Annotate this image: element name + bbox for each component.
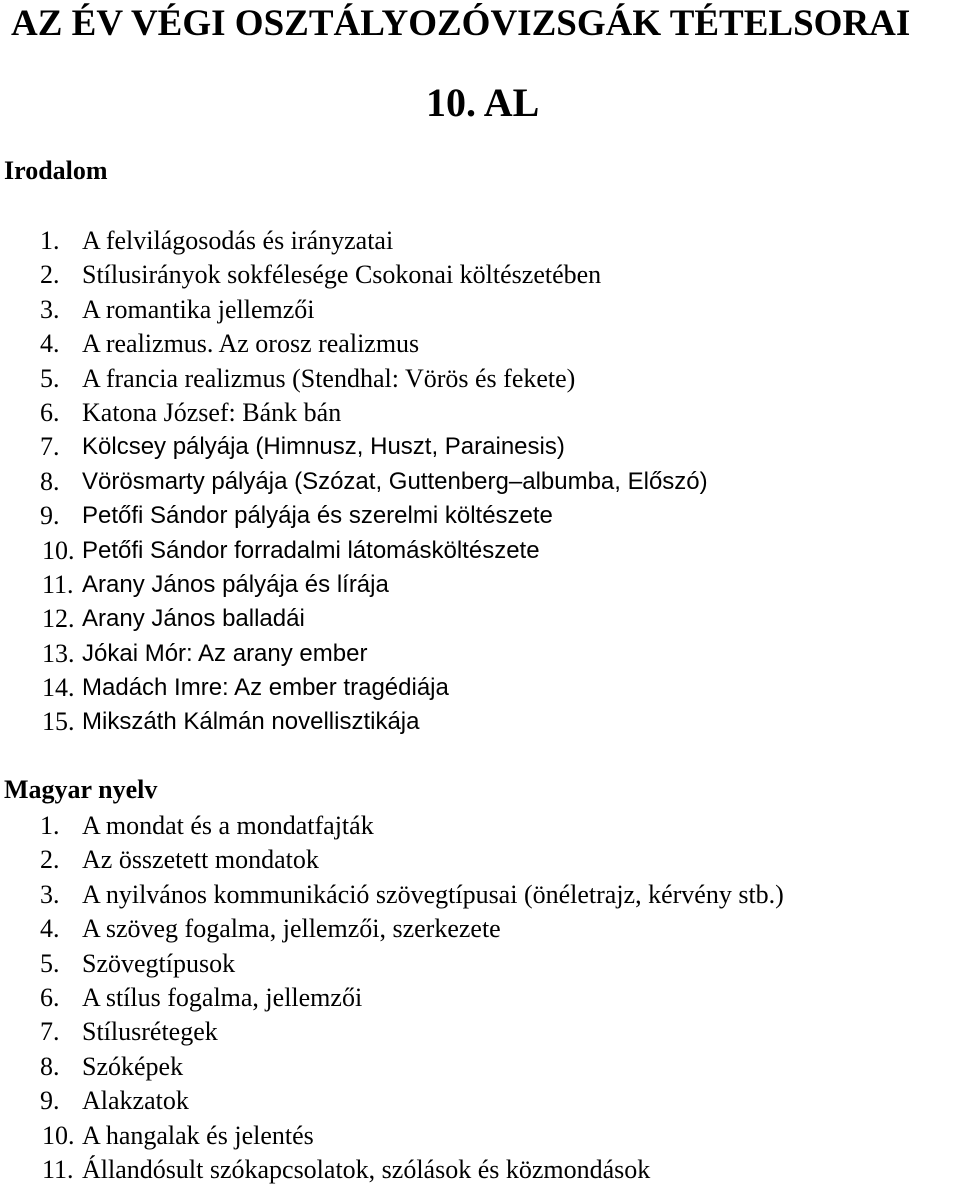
item-text: A romantika jellemzői [82,294,315,324]
item-number: 11. [42,1154,74,1184]
item-number: 7. [40,432,60,462]
item-number: 13. [42,638,75,668]
item-number: 5. [40,363,60,393]
item-number: 3. [40,294,60,324]
item-number: 6. [40,982,60,1012]
item-text: A hangalak és jelentés [82,1120,314,1150]
item-number: 4. [40,329,60,359]
document-title: AZ ÉV VÉGI OSZTÁLYOZÓVIZSGÁK TÉTELSORAI [11,3,911,44]
item-text: A francia realizmus (Stendhal: Vörös és fekete) [82,363,576,393]
item-text: Katona József: Bánk bán [82,397,342,427]
item-number: 15. [42,707,75,737]
item-number: 9. [40,1086,60,1116]
item-number: 11. [42,569,74,599]
language-heading: Magyar nyelv [4,775,158,804]
item-text: Arany János balladái [82,605,305,633]
item-number: 1. [40,811,60,840]
item-text: Állandósult szókapcsolatok, szólások és közmondások [82,1154,651,1184]
item-number: 1. [40,226,60,255]
item-text: A realizmus. Az orosz realizmus [82,329,420,359]
item-number: 6. [40,397,60,427]
item-number: 14. [42,673,75,703]
item-text: A felvilágosodás és irányzatai [82,226,394,255]
item-text: Jókai Mór: Az arany ember [82,639,368,667]
item-text: Stílusrétegek [82,1017,218,1047]
item-number: 4. [40,914,60,944]
item-text: A nyilvános kommunikáció szövegtípusai (önéletrajz, kérvény stb.) [82,879,784,909]
item-number: 7. [40,1017,60,1047]
literature-heading: Irodalom [4,156,108,185]
item-text: Madách Imre: Az ember tragédiája [82,674,449,702]
item-text: Szóképek [82,1051,184,1081]
item-number: 5. [40,948,60,978]
item-number: 10. [42,1120,75,1150]
item-number: 10. [42,535,75,565]
item-text: Vörösmarty pályája (Szózat, Guttenberg–albumba, Előszó) [82,467,708,495]
item-text: Alakzatok [82,1086,189,1116]
item-text: A szöveg fogalma, jellemzői, szerkezete [82,914,501,944]
item-text: Arany János pályája és lírája [82,570,389,598]
item-text: Petőfi Sándor forradalmi látomásköltészete [82,536,540,564]
item-text: Szövegtípusok [82,948,236,978]
item-text: Petőfi Sándor pályája és szerelmi költészete [82,502,553,530]
item-text: A mondat és a mondatfajták [82,811,374,840]
item-text: Stílusirányok sokfélesége Csokonai költészetében [82,260,602,290]
class-code: 10. AL [426,80,540,125]
item-text: A stílus fogalma, jellemzői [82,982,363,1012]
item-number: 2. [40,260,60,290]
item-number: 8. [40,1051,60,1081]
item-number: 8. [40,466,60,496]
item-number: 12. [42,604,75,634]
item-text: Az összetett mondatok [82,845,319,875]
item-number: 3. [40,879,60,909]
item-text: Mikszáth Kálmán novellisztikája [82,708,420,736]
item-text: Kölcsey pályája (Himnusz, Huszt, Parainesis) [82,433,565,461]
item-number: 9. [40,501,60,531]
item-number: 2. [40,845,60,875]
